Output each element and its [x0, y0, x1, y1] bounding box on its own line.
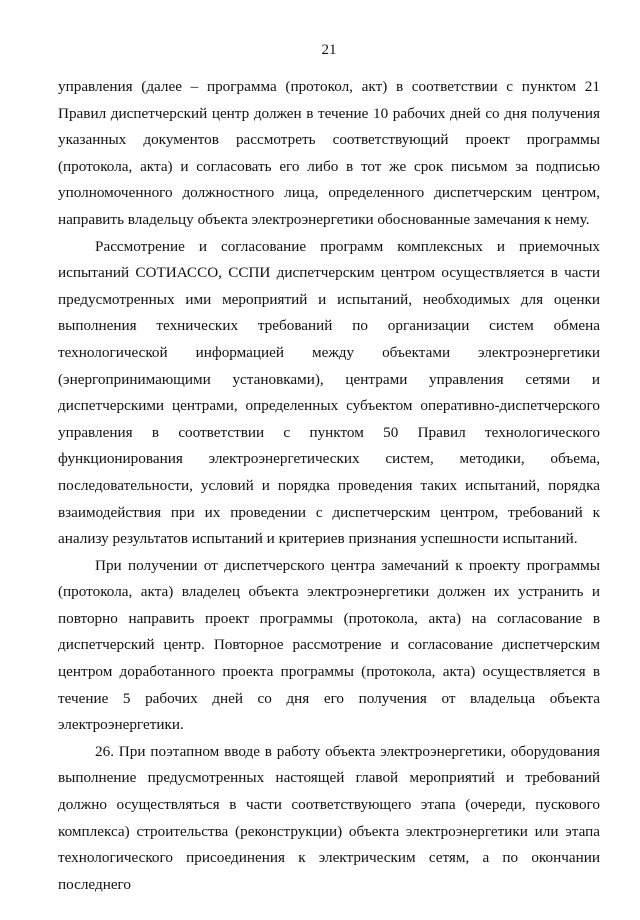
paragraph-3: При получении от диспетчерского центра замечаний к проекту программы (протокола, акта) владелец объекта электроэнергетики должен их устранить и повторно направить проект программы (протокола, акта) на согласование в диспетчерский центр. Повторное рассмотрение и согласование диспетчерским центром доработанного проекта программы (протокола, акта) осуществляется в течение 5 рабочих дней со дня его получения от владельца объекта электроэнергетики.: [58, 556, 600, 734]
paragraph-4: 26. При поэтапном вводе в работу объекта электроэнергетики, оборудования выполнение предусмотренных настоящей главой мероприятий и требований должно осуществляться в части соответствующего этапа (очереди, пускового комплекса) строительства (реконструкции) объекта электроэнергетики или этапа технологического присоединения к электрическим сетям, а по окончании последнего: [58, 742, 600, 893]
paragraph-2: Рассмотрение и согласование программ комплексных и приемочных испытаний СОТИАССО, ССПИ диспетчерским центром осуществляется в части предусмотренных ими мероприятий и испытаний, необходимых для оценки выполнения технических требований по организации систем обмена технологической информацией между объектами электроэнергетики (энергопринимающими установками), центрами управления сетями и диспетчерскими центрами, определенных субъектом оперативно-диспетчерского управления в соответствии с пунктом 50 Правил технологического функционирования электроэнергетических систем, методики, объема, последовательности, условий и порядка проведения таких испытаний, порядка взаимодействия при их проведении с диспетчерским центром, требований к анализу результатов испытаний и критериев признания успешности испытаний.: [58, 237, 600, 548]
paragraph-1: управления (далее – программа (протокол, акт) в соответствии с пунктом 21 Правил диспетчерский центр должен в течение 10 рабочих дней со дня получения указанных документов рассмотреть соответствующий проект программы (протокола, акта) и согласовать его либо в тот же срок письмом за подписью уполномоченного должностного лица, определенного диспетчерским центром, направить владельцу объекта электроэнергетики обоснованные замечания к нему.: [58, 78, 600, 228]
page-number: 21: [321, 42, 337, 58]
